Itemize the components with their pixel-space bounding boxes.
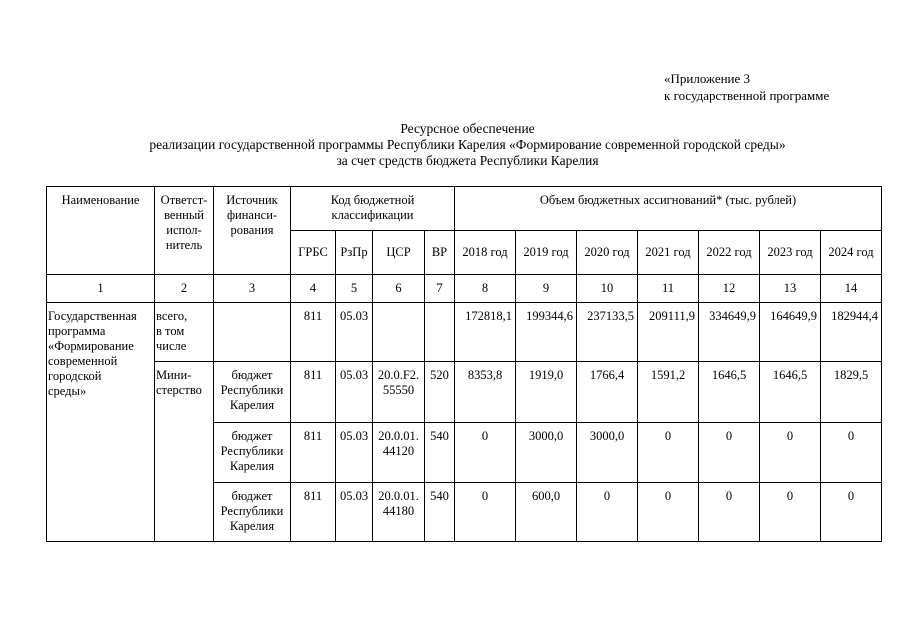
value-cell: 0: [638, 483, 699, 542]
appendix-line: «Приложение 3: [664, 71, 751, 86]
value-cell: 209111,9: [638, 303, 699, 362]
header-year: 2018 год: [455, 231, 516, 275]
cell-line: городской: [48, 369, 102, 383]
column-number: 14: [821, 275, 882, 303]
cell-line: 20.0.F2.: [377, 368, 420, 382]
value-cell: 3000,0: [516, 423, 577, 483]
column-number: 7: [425, 275, 455, 303]
source-cell: [214, 483, 291, 542]
header-year: 2019 год: [516, 231, 577, 275]
vr-cell: 540: [425, 423, 455, 483]
column-number: 6: [373, 275, 425, 303]
value-cell: 3000,0: [577, 423, 638, 483]
value-cell: 1646,5: [699, 362, 760, 423]
column-number: 1: [47, 275, 155, 303]
value-cell: 0: [760, 483, 821, 542]
value-cell: 0: [821, 483, 882, 542]
grbs-cell: 811: [291, 303, 336, 362]
header-code: ЦСР: [373, 231, 425, 275]
value-cell: 0: [760, 423, 821, 483]
cell-line: бюджет: [231, 429, 273, 443]
rzpr-cell: 05.03: [336, 303, 373, 362]
column-number: 8: [455, 275, 516, 303]
cell-line: бюджет: [231, 489, 273, 503]
cell-line: финанси-: [226, 208, 278, 222]
cell-line: бюджет: [231, 368, 273, 382]
cell-line: программа: [48, 324, 106, 338]
csr-cell: [373, 303, 425, 362]
cell-line: стерство: [156, 383, 202, 397]
cell-line: числе: [156, 339, 187, 353]
table-row: [47, 362, 882, 423]
header-year: 2023 год: [760, 231, 821, 275]
value-cell: 1766,4: [577, 362, 638, 423]
value-cell: 164649,9: [760, 303, 821, 362]
header-year: 2020 год: [577, 231, 638, 275]
column-number: 5: [336, 275, 373, 303]
rzpr-cell: 05.03: [336, 362, 373, 423]
value-cell: 199344,6: [516, 303, 577, 362]
cell-line: среды»: [48, 384, 87, 398]
header-year: 2024 год: [821, 231, 882, 275]
csr-cell: [373, 483, 425, 542]
value-cell: 182944,4: [821, 303, 882, 362]
header-code: ГРБС: [291, 231, 336, 275]
cell-line: всего,: [156, 309, 188, 323]
value-cell: 334649,9: [699, 303, 760, 362]
rzpr-cell: 05.03: [336, 423, 373, 483]
column-number: 4: [291, 275, 336, 303]
header-code-group: [291, 187, 455, 231]
column-number: 9: [516, 275, 577, 303]
header-volume-group: Объем бюджетных ассигнований* (тыс. рублей): [455, 187, 882, 231]
vr-cell: 540: [425, 483, 455, 542]
column-number: 10: [577, 275, 638, 303]
cell-line: 20.0.01.: [378, 429, 419, 443]
executor-cell: [155, 303, 214, 362]
source-cell: [214, 362, 291, 423]
value-cell: 0: [455, 423, 516, 483]
header-year: 2021 год: [638, 231, 699, 275]
value-cell: 1919,0: [516, 362, 577, 423]
grbs-cell: 811: [291, 423, 336, 483]
value-cell: 0: [821, 423, 882, 483]
resource-table: [46, 186, 882, 542]
vr-cell: 520: [425, 362, 455, 423]
cell-line: Карелия: [229, 398, 275, 412]
value-cell: 1829,5: [821, 362, 882, 423]
vr-cell: [425, 303, 455, 362]
cell-line: «Формирование: [48, 339, 134, 353]
csr-cell: [373, 423, 425, 483]
value-cell: 237133,5: [577, 303, 638, 362]
title-line: за счет средств бюджета Республики Карелия: [336, 153, 599, 168]
value-cell: 172818,1: [455, 303, 516, 362]
column-number: 12: [699, 275, 760, 303]
header-year: 2022 год: [699, 231, 760, 275]
column-number-row: [47, 275, 882, 303]
cell-line: 55550: [382, 383, 415, 397]
table-row: [47, 303, 882, 362]
cell-line: Мини-: [156, 368, 192, 382]
document-title: [0, 121, 905, 169]
cell-line: Карелия: [229, 459, 275, 473]
cell-line: Источник: [226, 193, 278, 207]
title-line: реализации государственной программы Республики Карелия «Формирование современной городской среды»: [149, 137, 786, 152]
header-name: Наименование: [47, 187, 155, 275]
cell-line: классификации: [331, 208, 414, 222]
value-cell: 1646,5: [760, 362, 821, 423]
value-cell: 0: [638, 423, 699, 483]
cell-line: 20.0.01.: [378, 489, 419, 503]
column-number: 11: [638, 275, 699, 303]
cell-line: Код бюджетной: [330, 193, 415, 207]
cell-line: испол-: [166, 223, 202, 237]
grbs-cell: 811: [291, 362, 336, 423]
grbs-cell: 811: [291, 483, 336, 542]
value-cell: 0: [577, 483, 638, 542]
header-source: [214, 187, 291, 275]
cell-line: рования: [230, 223, 274, 237]
column-number: 2: [155, 275, 214, 303]
value-cell: 1591,2: [638, 362, 699, 423]
program-name: [47, 303, 155, 542]
cell-line: Республики: [220, 504, 284, 518]
header-code: ВР: [425, 231, 455, 275]
cell-line: венный: [164, 208, 204, 222]
appendix-line: к государственной программе: [664, 88, 830, 103]
rzpr-cell: 05.03: [336, 483, 373, 542]
value-cell: 8353,8: [455, 362, 516, 423]
header-executor: [155, 187, 214, 275]
cell-line: современной: [48, 354, 118, 368]
executor-cell: [155, 362, 214, 542]
column-number: 13: [760, 275, 821, 303]
header-code: РзПр: [336, 231, 373, 275]
csr-cell: [373, 362, 425, 423]
source-cell: [214, 423, 291, 483]
cell-line: нитель: [165, 238, 203, 252]
value-cell: 0: [699, 423, 760, 483]
value-cell: 0: [455, 483, 516, 542]
cell-line: Республики: [220, 383, 284, 397]
cell-line: 44180: [382, 504, 415, 518]
cell-line: Ответст-: [160, 193, 208, 207]
cell-line: 44120: [382, 444, 415, 458]
cell-line: в том: [156, 324, 185, 338]
value-cell: 600,0: [516, 483, 577, 542]
source-cell: [214, 303, 291, 362]
value-cell: 0: [699, 483, 760, 542]
title-line: Ресурсное обеспечение: [400, 121, 535, 136]
appendix-note: [664, 70, 829, 104]
cell-line: Карелия: [229, 519, 275, 533]
cell-line: Республики: [220, 444, 284, 458]
cell-line: Государственная: [48, 309, 137, 323]
column-number: 3: [214, 275, 291, 303]
